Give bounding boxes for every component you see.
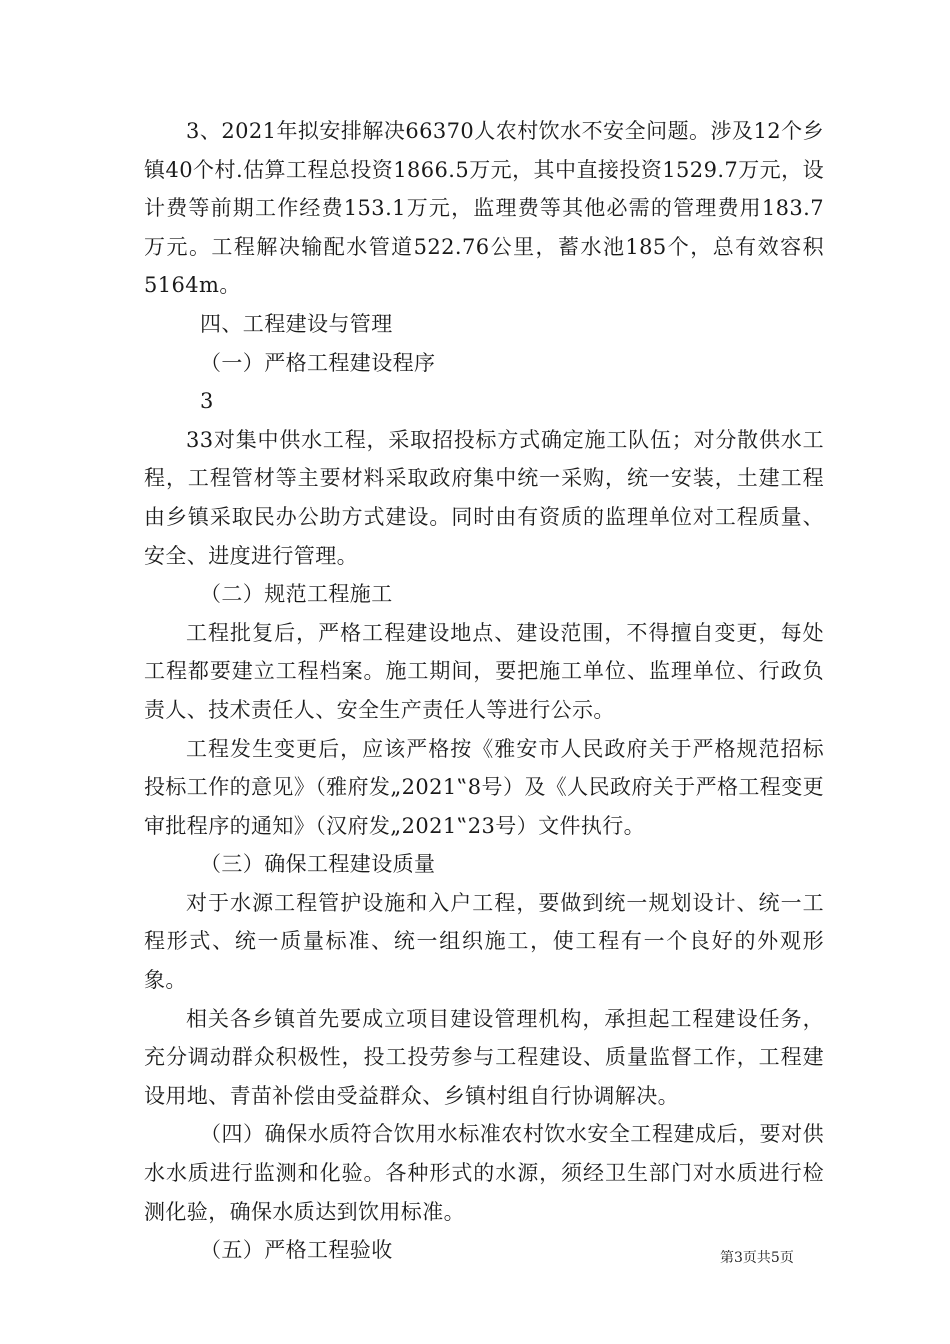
paragraph-water-quality: （四）确保水质符合饮用水标准农村饮水安全工程建成后，要对供水水质进行监测和化验。各种形式的水源，须经卫生部门对水质进行检测化验，确保水质达到饮用标准。 xyxy=(144,1122,824,1224)
paragraph-plan-2021: 3、2021年拟安排解决66370人农村饮水不安全问题。涉及12个乡镇40个村.估算工程总投资1866.5万元，其中直接投资1529.7万元，设计费等前期工作经费153.1万元，监理费等其他必需的管理费用183.7万元。工程解决输配水管道522.76公里，蓄水池185个，总有效容积5164m。 xyxy=(144,119,824,298)
section-heading-construction-management: 四、工程建设与管理 xyxy=(200,311,393,336)
stray-number: 3 xyxy=(200,389,214,414)
paragraph-changes: 工程发生变更后，应该严格按《雅安市人民政府关于严格规范招标投标工作的意见》（雅府发„2021‟8号）及《人民政府关于严格工程变更审批程序的通知》（汉府发„2021‟23号）文件执行。 xyxy=(144,736,824,838)
page-number: 第3页共5页 xyxy=(720,1250,794,1266)
document-body xyxy=(144,112,824,1270)
paragraph-approval: 工程批复后，严格工程建设地点、建设范围，不得擅自变更，每处工程都要建立工程档案。施工期间，要把施工单位、监理单位、行政负责人、技术责任人、安全生产责任人等进行公示。 xyxy=(144,620,824,722)
paragraph-bidding: 33对集中供水工程，采取招投标方式确定施工队伍；对分散供水工程，工程管材等主要材料采取政府集中统一采购，统一安装，土建工程由乡镇采取民办公助方式建设。同时由有资质的监理单位对工程质量、安全、进度进行管理。 xyxy=(144,427,824,568)
subheading-standardize-construction: （二）规范工程施工 xyxy=(200,582,393,607)
subheading-acceptance: （五）严格工程验收 xyxy=(200,1238,393,1263)
paragraph-townships: 相关各乡镇首先要成立项目建设管理机构，承担起工程建设任务，充分调动群众积极性，投工投劳参与工程建设、质量监督工作，工程建设用地、青苗补偿由受益群众、乡镇村组自行协调解决。 xyxy=(144,1006,824,1108)
paragraph-water-source: 对于水源工程管护设施和入户工程，要做到统一规划设计、统一工程形式、统一质量标准、统一组织施工，使工程有一个良好的外观形象。 xyxy=(144,890,824,993)
subheading-procedure: （一）严格工程建设程序 xyxy=(200,350,436,375)
subheading-quality: （三）确保工程建设质量 xyxy=(200,852,436,877)
